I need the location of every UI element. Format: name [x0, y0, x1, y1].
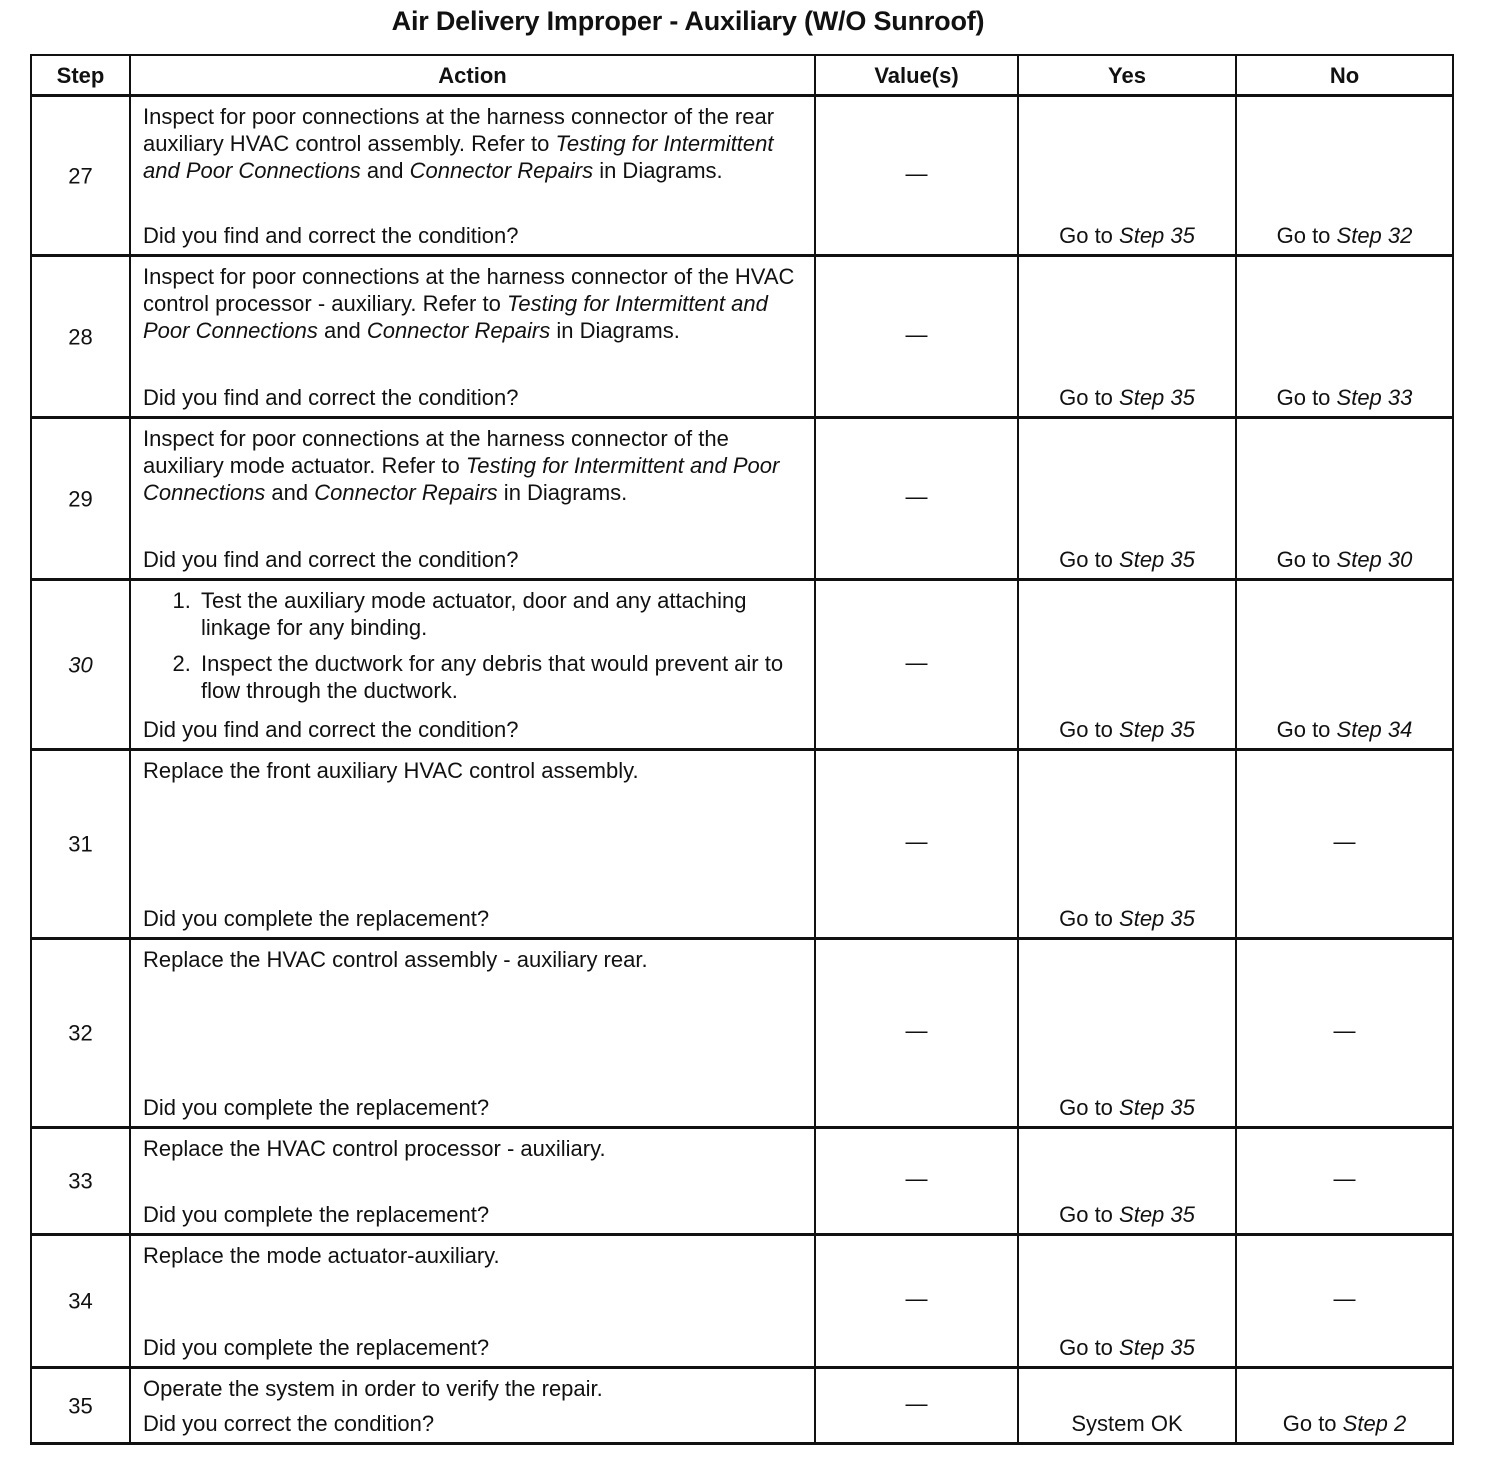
step-cell: [31, 750, 130, 939]
page-title: Air Delivery Improper - Auxiliary (W/O Sunroof): [391, 6, 985, 36]
value-cell-inner: [816, 1236, 1017, 1366]
table-row: [31, 1235, 1453, 1368]
table-row: [31, 580, 1453, 750]
no-goto-link[interactable]: [1237, 546, 1452, 573]
yes-cell: [1018, 750, 1236, 939]
yes-cell-inner: [1019, 751, 1235, 937]
table-row: [31, 96, 1453, 256]
no-goto-link[interactable]: [1237, 1410, 1452, 1437]
no-cell-inner: [1237, 751, 1452, 937]
goto-step: Step 34: [1336, 717, 1413, 742]
no-cell-inner: [1237, 419, 1452, 578]
value-cell-inner: [816, 1129, 1017, 1233]
step-cell: [31, 939, 130, 1128]
step-cell-inner: [32, 1129, 129, 1233]
value-cell-inner: [816, 97, 1017, 254]
action-text-part: in Diagrams.: [497, 480, 628, 505]
no-result-text: —: [1333, 828, 1356, 854]
goto-step: Step 35: [1119, 385, 1195, 410]
reference-link-text: Connector Repairs: [366, 318, 551, 343]
step-cell: [31, 580, 130, 750]
goto-prefix: Go to: [1059, 906, 1120, 931]
header-values: Value(s): [815, 55, 1018, 96]
action-cell: [130, 939, 815, 1128]
action-question: Did you find and correct the condition?: [143, 385, 519, 410]
action-cell: [130, 1368, 815, 1444]
action-text: Operate the system in order to verify the repair.: [143, 1376, 603, 1401]
action-text: Replace the HVAC control assembly - auxiliary rear.: [143, 947, 648, 972]
step-cell: [31, 1235, 130, 1368]
action-text: Replace the mode actuator-auxiliary.: [143, 1243, 500, 1268]
goto-step: Step 30: [1336, 547, 1413, 572]
action-text: [143, 425, 804, 506]
goto-step: Step 32: [1336, 223, 1413, 248]
value-text: —: [905, 321, 928, 347]
step-number: 34: [68, 1288, 93, 1314]
goto-prefix: Go to: [1059, 385, 1120, 410]
action-question: Did you complete the replacement?: [143, 1202, 490, 1227]
action-question: Did you complete the replacement?: [143, 1335, 490, 1360]
value-text: —: [905, 1017, 928, 1043]
action-content: [131, 581, 814, 748]
value-cell: [815, 1235, 1018, 1368]
value-text: —: [905, 483, 928, 509]
yes-cell-inner: [1019, 1129, 1235, 1233]
action-text-part: Inspect for poor connections at the harness connector of the auxiliary mode actuator. Refer to: [143, 426, 729, 478]
action-text: Replace the HVAC control processor - auxiliary.: [143, 1136, 606, 1161]
action-cell: [130, 750, 815, 939]
action-content: [131, 97, 814, 254]
table-row: [31, 1368, 1453, 1444]
no-cell-inner: [1237, 1369, 1452, 1442]
step-cell-inner: [32, 751, 129, 937]
action-cell: [130, 96, 815, 256]
goto-prefix: Go to: [1276, 547, 1337, 572]
yes-goto-link[interactable]: [1019, 546, 1235, 573]
value-text: —: [905, 1285, 928, 1311]
yes-cell: [1018, 96, 1236, 256]
action-text: Replace the front auxiliary HVAC control assembly.: [143, 758, 639, 783]
yes-cell-inner: [1019, 1369, 1235, 1442]
step-cell-inner: [32, 1369, 129, 1442]
step-cell: [31, 1128, 130, 1235]
reference-link-text: Testing for Intermittent and Poor Connections: [143, 131, 774, 183]
goto-prefix: Go to: [1276, 223, 1337, 248]
no-cell: [1236, 96, 1453, 256]
yes-cell-inner: [1019, 257, 1235, 416]
step-cell: [31, 256, 130, 418]
yes-goto-link[interactable]: [1019, 222, 1235, 249]
value-text: —: [905, 160, 928, 186]
no-cell-inner: [1237, 1236, 1452, 1366]
action-text: [143, 103, 804, 184]
action-content: [131, 1369, 814, 1442]
action-step-item: 2. Inspect the ductwork for any debris that would prevent air to flow through the ductwork.: [197, 650, 804, 704]
no-goto-link[interactable]: [1237, 384, 1452, 411]
goto-prefix: Go to: [1282, 1411, 1343, 1436]
step-cell-inner: [32, 97, 129, 254]
yes-cell: [1018, 1235, 1236, 1368]
goto-step: Step 35: [1119, 717, 1195, 742]
step-cell: [31, 96, 130, 256]
action-text: [143, 263, 804, 344]
yes-goto-link[interactable]: [1019, 716, 1235, 743]
no-cell-inner: [1237, 257, 1452, 416]
goto-prefix: Go to: [1059, 1335, 1120, 1360]
step-cell-inner: [32, 257, 129, 416]
action-cell: [130, 256, 815, 418]
reference-link-text: Testing for Intermittent and Poor Connections: [143, 291, 768, 343]
step-number: 28: [68, 324, 93, 349]
action-cell: [130, 1235, 815, 1368]
action-text-part: and: [265, 480, 315, 505]
reference-link-text: Connector Repairs: [409, 158, 594, 183]
value-cell: [815, 256, 1018, 418]
action-text-part: and: [317, 318, 367, 343]
no-result-text: —: [1333, 1285, 1356, 1311]
table-row: [31, 418, 1453, 580]
no-cell: [1236, 750, 1453, 939]
goto-prefix: Go to: [1059, 223, 1120, 248]
header-no: No: [1236, 55, 1453, 96]
action-text-part: Inspect for poor connections at the harness connector of the HVAC control processor - auxiliary. Refer to: [143, 264, 795, 316]
action-text-part: in Diagrams.: [593, 158, 723, 183]
yes-cell-inner: [1019, 940, 1235, 1126]
action-content: [131, 1236, 814, 1366]
yes-goto-link[interactable]: [1019, 1334, 1235, 1361]
yes-cell: [1018, 939, 1236, 1128]
yes-cell-inner: [1019, 1236, 1235, 1366]
action-content: [131, 1129, 814, 1233]
goto-step: Step 33: [1336, 385, 1413, 410]
reference-link-text: Connector Repairs: [314, 480, 498, 505]
no-result-text: —: [1333, 1017, 1356, 1043]
action-cell: [130, 580, 815, 750]
goto-step: Step 2: [1342, 1411, 1407, 1436]
value-cell-inner: [816, 581, 1017, 748]
value-cell-inner: [816, 751, 1017, 937]
action-content: [131, 751, 814, 937]
step-cell-inner: [32, 581, 129, 748]
yes-result-text: System OK: [1071, 1411, 1183, 1436]
step-number: 35: [68, 1393, 93, 1418]
no-cell: [1236, 1368, 1453, 1444]
step-number: 27: [68, 163, 93, 188]
step-number: 32: [68, 1020, 93, 1046]
no-cell: [1236, 580, 1453, 750]
yes-cell: [1018, 418, 1236, 580]
yes-cell: [1018, 580, 1236, 750]
table-row: [31, 750, 1453, 939]
goto-prefix: Go to: [1059, 1202, 1120, 1227]
yes-goto-link[interactable]: [1019, 905, 1235, 932]
no-cell-inner: [1237, 97, 1452, 254]
header-action: Action: [130, 55, 815, 96]
goto-step: Step 35: [1119, 1335, 1195, 1360]
step-number: 33: [68, 1168, 93, 1194]
action-content: [131, 940, 814, 1126]
value-cell: [815, 750, 1018, 939]
action-steps-list: [143, 587, 804, 704]
goto-step: Step 35: [1119, 547, 1195, 572]
yes-goto-link[interactable]: [1019, 1094, 1235, 1121]
table-row: [31, 1128, 1453, 1235]
goto-prefix: Go to: [1059, 547, 1120, 572]
no-goto-link[interactable]: [1237, 716, 1452, 743]
step-number: 31: [68, 831, 93, 857]
value-text: —: [905, 828, 928, 854]
no-cell: [1236, 1128, 1453, 1235]
action-step-item: 1. Test the auxiliary mode actuator, door and any attaching linkage for any binding.: [197, 587, 804, 641]
no-result-text: —: [1333, 1165, 1356, 1191]
yes-cell: [1018, 1128, 1236, 1235]
goto-step: Step 35: [1119, 223, 1195, 248]
step-number: 29: [68, 486, 93, 511]
action-question: Did you correct the condition?: [143, 1411, 435, 1436]
value-cell: [815, 418, 1018, 580]
value-cell: [815, 939, 1018, 1128]
action-question: Did you find and correct the condition?: [143, 223, 519, 248]
action-content: [131, 419, 814, 578]
yes-cell-inner: [1019, 581, 1235, 748]
step-cell-inner: [32, 419, 129, 578]
value-cell: [815, 1128, 1018, 1235]
no-cell: [1236, 418, 1453, 580]
no-cell-inner: [1237, 1129, 1452, 1233]
header-step: Step: [31, 55, 130, 96]
goto-step: Step 35: [1119, 1095, 1195, 1120]
step-number: 30: [68, 652, 93, 677]
goto-prefix: Go to: [1276, 385, 1337, 410]
no-cell: [1236, 939, 1453, 1128]
action-text-part: Inspect for poor connections at the harness connector of the rear auxiliary HVAC control assembly. Refer to: [143, 104, 775, 156]
yes-cell: [1018, 1368, 1236, 1444]
action-content: [131, 257, 814, 416]
yes-cell: [1018, 256, 1236, 418]
value-cell: [815, 580, 1018, 750]
reference-link-text: Testing for Intermittent and Poor Connections: [143, 453, 780, 505]
goto-step: Step 35: [1119, 906, 1195, 931]
step-cell-inner: [32, 940, 129, 1126]
step-cell: [31, 418, 130, 580]
action-cell: [130, 418, 815, 580]
no-goto-link[interactable]: [1237, 222, 1452, 249]
value-text: —: [905, 1165, 928, 1191]
value-cell-inner: [816, 257, 1017, 416]
goto-prefix: Go to: [1059, 1095, 1120, 1120]
action-question: Did you find and correct the condition?: [143, 717, 519, 742]
action-text-part: in Diagrams.: [550, 318, 680, 343]
table-row: [31, 939, 1453, 1128]
no-cell-inner: [1237, 581, 1452, 748]
header-row: [31, 55, 1453, 96]
yes-cell-inner: [1019, 419, 1235, 578]
no-cell-inner: [1237, 940, 1452, 1126]
value-text: —: [905, 649, 928, 675]
step-cell: [31, 1368, 130, 1444]
no-cell: [1236, 1235, 1453, 1368]
diagnostic-table: [30, 54, 1454, 1445]
action-cell: [130, 1128, 815, 1235]
table-row: [31, 256, 1453, 418]
no-cell: [1236, 256, 1453, 418]
value-cell-inner: [816, 419, 1017, 578]
goto-prefix: Go to: [1059, 717, 1120, 742]
yes-cell-inner: [1019, 97, 1235, 254]
header-yes: Yes: [1018, 55, 1236, 96]
step-cell-inner: [32, 1236, 129, 1366]
yes-goto-link[interactable]: [1019, 1201, 1235, 1228]
action-question: Did you complete the replacement?: [143, 906, 490, 931]
value-cell-inner: [816, 940, 1017, 1126]
action-question: Did you find and correct the condition?: [143, 547, 519, 572]
goto-prefix: Go to: [1276, 717, 1337, 742]
yes-goto-link[interactable]: [1019, 384, 1235, 411]
value-cell-inner: [816, 1369, 1017, 1442]
value-cell: [815, 96, 1018, 256]
action-question: Did you complete the replacement?: [143, 1095, 490, 1120]
value-text: —: [905, 1390, 928, 1416]
goto-step: Step 35: [1119, 1202, 1195, 1227]
action-text-part: and: [360, 158, 410, 183]
value-cell: [815, 1368, 1018, 1444]
